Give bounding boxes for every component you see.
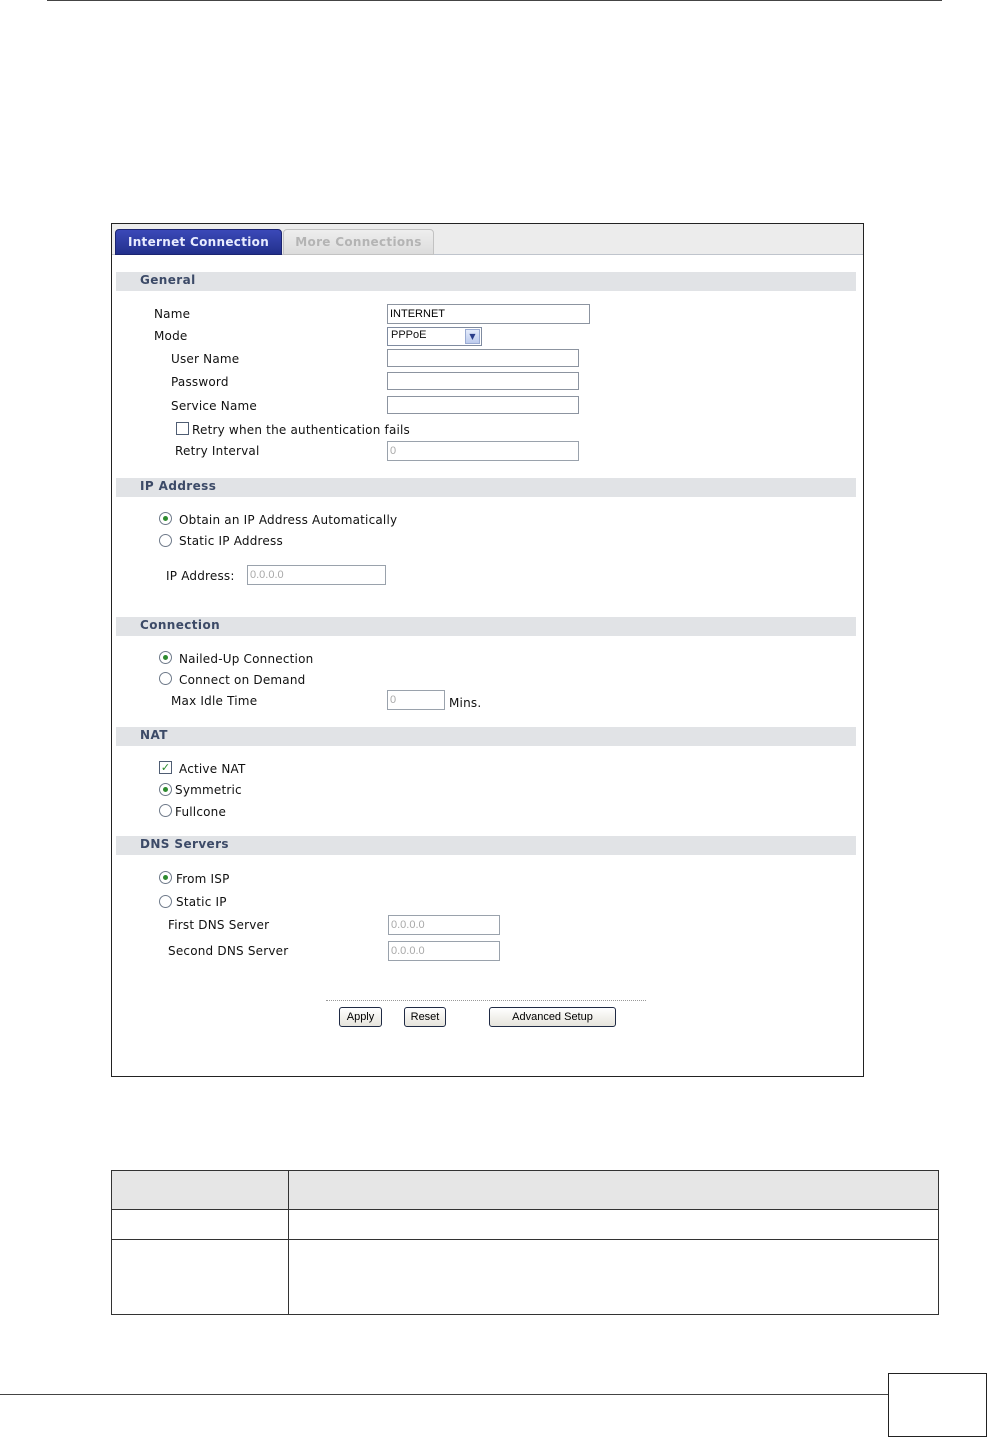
fullcone-label: Fullcone [175,805,227,819]
table-header-row [112,1171,939,1210]
table-header-cell [289,1171,939,1210]
nailed-up-radio[interactable] [159,651,172,664]
symmetric-radio[interactable] [159,783,172,796]
tab-internet-connection[interactable]: Internet Connection [115,229,282,255]
section-connection-title: Connection [140,618,221,632]
second-dns-input[interactable] [388,941,500,961]
tab-more-connections[interactable]: More Connections [283,229,434,255]
table-cell [112,1240,289,1315]
password-input[interactable] [387,372,579,390]
active-nat-checkbox[interactable] [159,761,172,774]
name-input[interactable] [387,304,590,324]
section-connection [116,617,856,636]
connect-on-demand-label: Connect on Demand [179,673,306,687]
router-config-screen [111,223,864,1077]
from-isp-radio[interactable] [159,871,172,884]
section-nat-title: NAT [140,728,168,742]
nailed-up-label: Nailed-Up Connection [179,652,314,666]
apply-button[interactable]: Apply [339,1007,382,1027]
second-dns-label: Second DNS Server [168,944,289,958]
name-label: Name [154,307,191,321]
tab-bar [112,224,863,255]
static-dns-label: Static IP [176,895,227,909]
ip-address-label: IP Address: [166,569,235,583]
service-name-input[interactable] [387,396,579,414]
description-table [111,1170,939,1315]
active-nat-label: Active NAT [179,762,246,776]
mode-select[interactable] [387,327,482,346]
mode-label: Mode [154,329,188,343]
section-ip-address-title: IP Address [140,479,217,493]
fullcone-radio[interactable] [159,804,172,817]
max-idle-unit: Mins. [449,696,482,710]
from-isp-label: From ISP [176,872,230,886]
section-ip-address [116,478,856,497]
retry-checkbox-label: Retry when the authentication fails [192,423,411,437]
static-dns-radio[interactable] [159,895,172,908]
service-name-label: Service Name [171,399,257,413]
table-cell [289,1210,939,1240]
button-divider [326,1000,646,1001]
ip-auto-label: Obtain an IP Address Automatically [179,513,398,527]
table-header-cell [112,1171,289,1210]
check-icon: ✓ [160,761,171,774]
ip-auto-radio[interactable] [159,512,172,525]
advanced-setup-button[interactable]: Advanced Setup [489,1007,616,1027]
ip-static-label: Static IP Address [179,534,283,548]
page-number-box [888,1373,987,1437]
symmetric-label: Symmetric [175,783,242,797]
connect-on-demand-radio[interactable] [159,672,172,685]
username-label: User Name [171,352,240,366]
footer-rule [0,1394,888,1395]
mode-select-value: PPPoE [391,329,427,341]
section-dns-title: DNS Servers [140,837,229,851]
section-general [116,272,856,291]
first-dns-input[interactable] [388,915,500,935]
section-nat [116,727,856,746]
retry-interval-input[interactable] [387,441,579,461]
ip-static-radio[interactable] [159,534,172,547]
retry-interval-label: Retry Interval [175,444,260,458]
retry-checkbox[interactable] [176,422,189,435]
first-dns-label: First DNS Server [168,918,270,932]
header-rule [47,0,942,1]
chevron-down-icon[interactable]: ▼ [465,329,480,344]
reset-button[interactable]: Reset [404,1007,446,1027]
ip-address-input[interactable] [247,565,386,585]
username-input[interactable] [387,349,579,367]
table-row [112,1210,939,1240]
table-cell [112,1210,289,1240]
section-dns-servers [116,836,856,855]
section-general-title: General [140,273,196,287]
max-idle-input[interactable] [387,690,445,710]
password-label: Password [171,375,229,389]
table-cell [289,1240,939,1315]
table-row [112,1240,939,1315]
max-idle-label: Max Idle Time [171,694,258,708]
